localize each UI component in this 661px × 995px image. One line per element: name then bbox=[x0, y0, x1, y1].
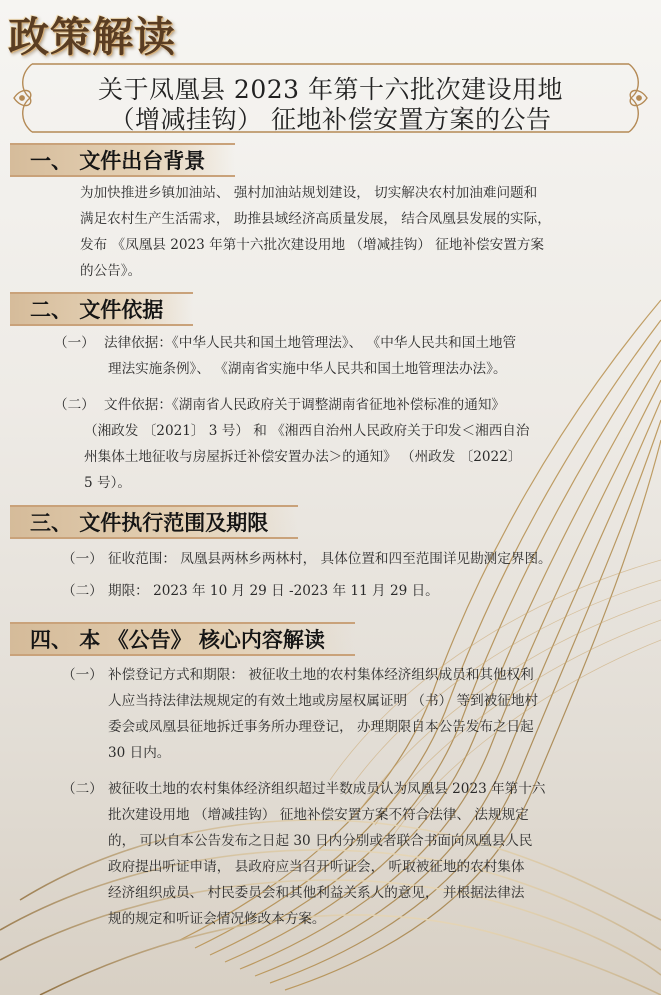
item-line: 30 日内。 bbox=[108, 745, 171, 761]
section-background-paragraph bbox=[80, 180, 551, 284]
announcement-title-line1: 关于凤凰县 2023 年第十六批次建设用地 bbox=[97, 75, 564, 104]
item-line: 委会或凤凰县征地拆迁事务所办理登记， 办理期限自本公告发布之日起 bbox=[108, 719, 534, 735]
announcement-title-line2: （增减挂钩） 征地补偿安置方案的公告 bbox=[109, 105, 552, 134]
item-line: 经济组织成员、 村民委员会和其他利益关系人的意见， 并根据法律法 bbox=[108, 885, 525, 901]
item-line: 5 号）。 bbox=[84, 475, 131, 491]
item-number: （二） bbox=[62, 781, 103, 797]
item-line: 政府提出听证申请， 县政府应当召开听证会， 听取被征地的农村集体 bbox=[108, 859, 525, 875]
item-number: （二） bbox=[62, 583, 103, 599]
section-heading-scope: 三、 文件执行范围及期限 bbox=[10, 505, 298, 539]
section-heading-core-content: 四、 本 《公告》 核心内容解读 bbox=[10, 622, 355, 656]
brand-title: 政策解读 bbox=[8, 13, 176, 61]
paragraph-line: 的公告》。 bbox=[80, 263, 142, 279]
item-line: 期限： 2023 年 10 月 29 日 -2023 年 11 月 29 日。 bbox=[108, 583, 439, 599]
item-number: （一） bbox=[54, 335, 95, 351]
item-line: 征收范围： 凤凰县两林乡两林村， 具体位置和四至范围详见勘测定界图。 bbox=[108, 551, 552, 567]
item-line: 理法实施条例》、 《湖南省实施中华人民共和国土地管理法办法》。 bbox=[108, 361, 507, 377]
paragraph-line: 为加快推进乡镇加油站、 强村加油站规划建设， 切实解决农村加油难问题和 bbox=[80, 185, 538, 201]
item-line: 的， 可以自本公告发布之日起 30 日内分别或者联合书面向凤凰县人民 bbox=[108, 833, 533, 849]
item-number: （一） bbox=[62, 551, 103, 567]
item-line: 批次建设用地 （增减挂钩） 征地补偿安置方案不符合法律、 法规规定 bbox=[108, 807, 529, 823]
paragraph-line: 发布 《凤凰县 2023 年第十六批次建设用地 （增减挂钩） 征地补偿安置方案 bbox=[80, 237, 545, 253]
section-heading-basis: 二、 文件依据 bbox=[10, 292, 193, 326]
item-line: 人应当持法律法规规定的有效土地或房屋权属证明 （书） 等到被征地村 bbox=[108, 693, 539, 709]
item-line: 补偿登记方式和期限： 被征收土地的农村集体经济组织成员和其他权利 bbox=[108, 667, 534, 683]
item-line: （湘政发 〔2021〕 3 号） 和 《湘西自治州人民政府关于印发＜湘西自治 bbox=[84, 423, 530, 439]
section-heading-background: 一、 文件出台背景 bbox=[10, 143, 235, 177]
item-line: 州集体土地征收与房屋拆迁补偿安置办法＞的通知》 （州政发 〔2022〕 bbox=[84, 449, 522, 465]
item-number: （二） bbox=[54, 397, 95, 413]
item-line: 法律依据：《中华人民共和国土地管理法》、 《中华人民共和国土地管 bbox=[104, 335, 517, 351]
item-number: （一） bbox=[62, 667, 103, 683]
item-line: 被征收土地的农村集体经济组织超过半数成员认为凤凰县 2023 年第十六 bbox=[108, 781, 546, 797]
paragraph-line: 满足农村生产生活需求， 助推县域经济高质量发展， 结合凤凰县发展的实际， bbox=[80, 211, 551, 227]
item-line: 规的规定和听证会情况修改本方案。 bbox=[108, 911, 326, 927]
item-line: 文件依据：《湖南省人民政府关于调整湖南省征地补偿标准的通知》 bbox=[104, 397, 506, 413]
